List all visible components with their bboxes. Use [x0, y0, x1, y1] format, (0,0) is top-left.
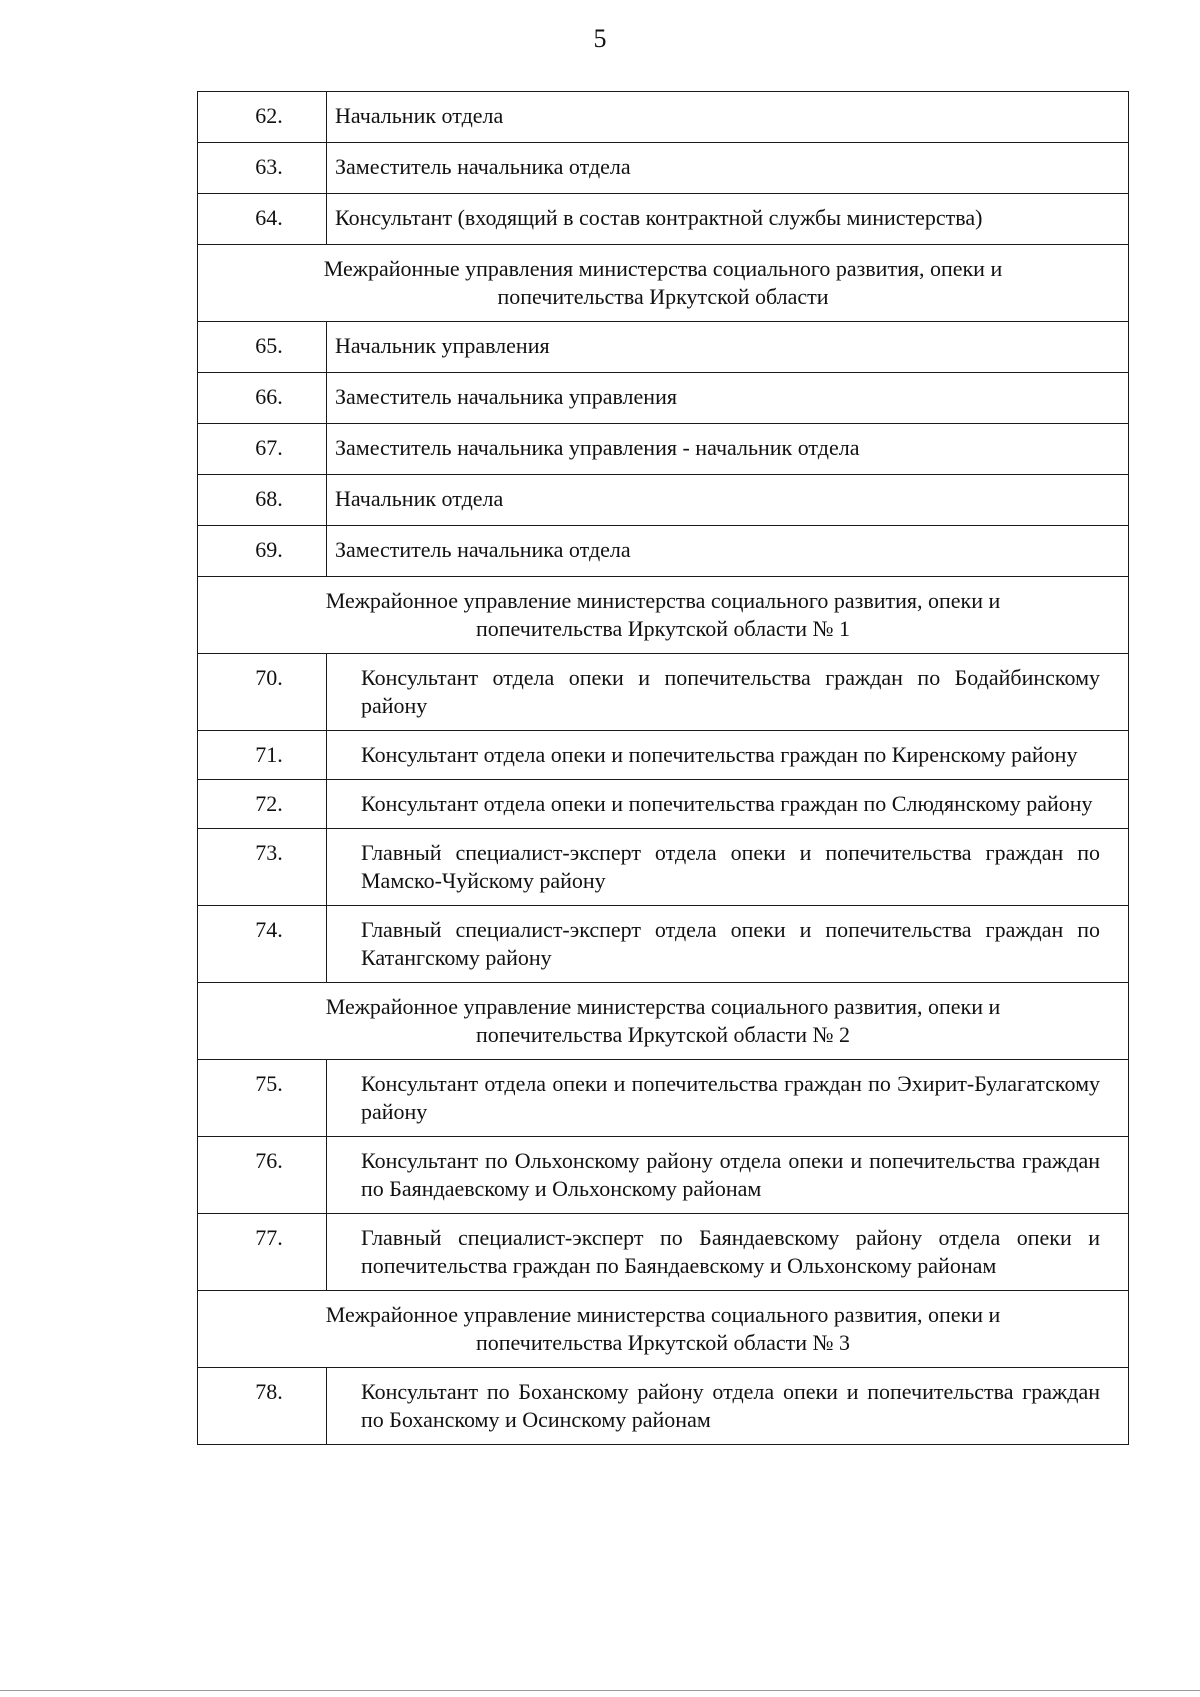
row-number: 62. [198, 92, 327, 143]
row-number: 71. [198, 731, 327, 780]
position-title: Консультант отдела опеки и попечительства граждан по Бодайбинскому району [327, 654, 1129, 731]
row-number: 63. [198, 143, 327, 194]
section-header-line-2: попечительства Иркутской области № 2 [475, 1022, 851, 1047]
table-row [198, 424, 1129, 475]
table-row [198, 526, 1129, 577]
position-title: Начальник отдела [327, 475, 1129, 526]
position-title: Начальник управления [327, 322, 1129, 373]
position-title: Консультант отдела опеки и попечительства граждан по Слюдянскому району [327, 780, 1129, 829]
table-row [198, 1368, 1129, 1445]
row-number: 70. [198, 654, 327, 731]
row-number: 78. [198, 1368, 327, 1445]
row-number: 66. [198, 373, 327, 424]
row-number: 69. [198, 526, 327, 577]
position-title: Консультант отдела опеки и попечительства граждан по Киренскому району [327, 731, 1129, 780]
row-number: 76. [198, 1137, 327, 1214]
page-number: 5 [593, 24, 607, 53]
section-header-line-1: Межрайонные управления министерства социального развития, опеки и [323, 256, 1003, 281]
position-title: Главный специалист-эксперт отдела опеки и попечительства граждан по Мамско-Чуйскому району [327, 829, 1129, 906]
section-header [198, 577, 1129, 654]
row-number: 74. [198, 906, 327, 983]
section-header-row [198, 1291, 1129, 1368]
section-header [198, 245, 1129, 322]
table-row [198, 475, 1129, 526]
position-title: Консультант по Боханскому району отдела опеки и попечительства граждан по Боханскому и Осинскому районам [327, 1368, 1129, 1445]
table-row [198, 194, 1129, 245]
position-title: Заместитель начальника управления [327, 373, 1129, 424]
table-row [198, 829, 1129, 906]
position-title: Главный специалист-эксперт по Баяндаевскому району отдела опеки и попечительства граждан по Баяндаевскому и Ольхонскому районам [327, 1214, 1129, 1291]
section-header-line-2: попечительства Иркутской области № 3 [475, 1330, 851, 1355]
page-bottom-rule [0, 1690, 1200, 1691]
table-row [198, 654, 1129, 731]
position-title: Консультант по Ольхонскому району отдела опеки и попечительства граждан по Баяндаевскому и Ольхонскому районам [327, 1137, 1129, 1214]
table-row [198, 780, 1129, 829]
positions-table [197, 91, 1129, 1445]
row-number: 64. [198, 194, 327, 245]
position-title: Консультант отдела опеки и попечительства граждан по Эхирит-Булагатскому району [327, 1060, 1129, 1137]
table-row [198, 322, 1129, 373]
section-header-line-2: попечительства Иркутской области [497, 284, 829, 309]
row-number: 72. [198, 780, 327, 829]
positions-table-body [198, 92, 1129, 1445]
table-row [198, 906, 1129, 983]
position-title: Начальник отдела [327, 92, 1129, 143]
table-row [198, 92, 1129, 143]
section-header-row [198, 577, 1129, 654]
section-header-line-1: Межрайонное управление министерства социального развития, опеки и [325, 994, 1001, 1019]
section-header-line-2: попечительства Иркутской области № 1 [475, 616, 851, 641]
table-row [198, 1214, 1129, 1291]
position-title: Заместитель начальника отдела [327, 526, 1129, 577]
position-title: Главный специалист-эксперт отдела опеки и попечительства граждан по Катангскому району [327, 906, 1129, 983]
section-header-row [198, 245, 1129, 322]
table-row [198, 143, 1129, 194]
section-header-row [198, 983, 1129, 1060]
position-title: Заместитель начальника управления - начальник отдела [327, 424, 1129, 475]
row-number: 68. [198, 475, 327, 526]
section-header [198, 983, 1129, 1060]
position-title: Консультант (входящий в состав контрактной службы министерства) [327, 194, 1129, 245]
row-number: 73. [198, 829, 327, 906]
position-title: Заместитель начальника отдела [327, 143, 1129, 194]
table-row [198, 373, 1129, 424]
table-row [198, 1060, 1129, 1137]
row-number: 67. [198, 424, 327, 475]
section-header-line-1: Межрайонное управление министерства социального развития, опеки и [325, 588, 1001, 613]
table-row [198, 1137, 1129, 1214]
row-number: 75. [198, 1060, 327, 1137]
table-row [198, 731, 1129, 780]
row-number: 65. [198, 322, 327, 373]
section-header [198, 1291, 1129, 1368]
section-header-line-1: Межрайонное управление министерства социального развития, опеки и [325, 1302, 1001, 1327]
row-number: 77. [198, 1214, 327, 1291]
